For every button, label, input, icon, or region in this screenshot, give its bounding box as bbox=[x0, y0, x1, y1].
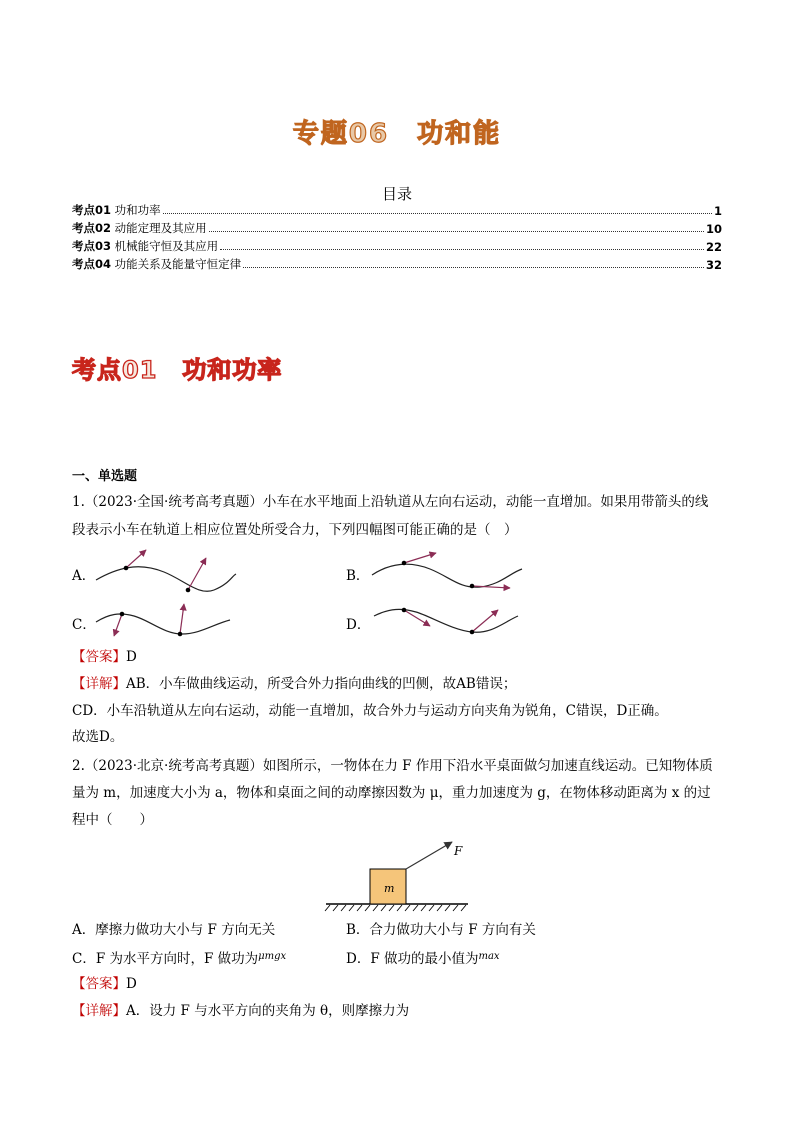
q1-stem-line1: 1.（2023·全国·统考高考真题）小车在水平地面上沿轨道从左向右运动，动能一直增加。如果用带箭头的线 bbox=[72, 494, 709, 510]
toc-item-num: 考点02 bbox=[72, 221, 112, 235]
toc-leader bbox=[163, 213, 712, 214]
toc-item-label: 功和功率 bbox=[114, 203, 161, 217]
answer-tag: 【答案】 bbox=[72, 976, 126, 992]
toc-item-label: 功能关系及能量守恒定律 bbox=[114, 257, 242, 271]
toc-item-page: 32 bbox=[705, 258, 722, 272]
q2-stem-line3: 程中（ ） bbox=[72, 812, 153, 828]
q1-figure-b bbox=[370, 547, 525, 595]
q1-detail-line3: 故选D。 bbox=[72, 729, 124, 745]
q2-option-d-expr: max bbox=[478, 951, 500, 962]
toc-item-num: 考点04 bbox=[72, 257, 112, 271]
block-mass-label: m bbox=[384, 882, 395, 895]
toc-item[interactable] bbox=[72, 238, 722, 254]
toc-item-page: 10 bbox=[705, 222, 722, 236]
detail-tag: 【详解】 bbox=[72, 676, 126, 692]
answer-value: D bbox=[126, 649, 137, 665]
q2-detail-line1 bbox=[72, 1000, 409, 1022]
answer-tag: 【答案】 bbox=[72, 649, 126, 665]
toc-leader bbox=[209, 231, 704, 232]
q1-option-c-label: C． bbox=[72, 617, 96, 633]
toc-item-num: 考点03 bbox=[72, 239, 112, 253]
toc-item[interactable] bbox=[72, 202, 722, 218]
subsection-heading: 一、单选题 bbox=[72, 469, 138, 484]
q2-option-b: B．合力做功大小与 F 方向有关 bbox=[346, 922, 536, 938]
q2-stem-line2: 量为 m，加速度大小为 a，物体和桌面之间的动摩擦因数为 μ，重力加速度为 g，在物体移动距离为 x 的过 bbox=[72, 785, 711, 801]
toc-leader bbox=[243, 267, 704, 268]
section-heading: 考点01 功和功率 bbox=[72, 356, 283, 384]
q1-detail-line1 bbox=[72, 673, 516, 695]
detail-text: A．设力 F 与水平方向的夹角为 θ，则摩擦力为 bbox=[126, 1003, 410, 1019]
detail-tag: 【详解】 bbox=[72, 1003, 126, 1019]
toc-item-page: 22 bbox=[705, 240, 722, 254]
q1-figure-a bbox=[94, 546, 239, 600]
q2-option-d-text: D．F 做功的最小值为 bbox=[346, 951, 479, 967]
force-label: F bbox=[454, 844, 463, 858]
q2-answer-line bbox=[72, 973, 137, 995]
q2-stem-line1: 2.（2023·北京·统考高考真题）如图所示，一物体在力 F 作用下沿水平桌面做匀加速直线运动。已知物体质 bbox=[72, 758, 713, 774]
q1-option-b-label: B． bbox=[346, 568, 370, 584]
q2-figure bbox=[322, 836, 472, 914]
answer-value: D bbox=[126, 976, 137, 992]
toc-item[interactable] bbox=[72, 256, 722, 272]
q1-detail-line2: CD．小车沿轨道从左向右运动，动能一直增加，故合外力与运动方向夹角为锐角，C错误，D正确。 bbox=[72, 703, 668, 719]
q1-figure-c bbox=[94, 600, 234, 642]
toc-item-num: 考点01 bbox=[72, 203, 112, 217]
q1-stem-line2: 段表示小车在轨道上相应位置处所受合力，下列四幅图可能正确的是（ ） bbox=[72, 522, 518, 538]
q2-option-a: A．摩擦力做功大小与 F 方向无关 bbox=[72, 922, 276, 938]
toc-leader bbox=[220, 249, 704, 250]
toc-item-page: 1 bbox=[713, 204, 722, 218]
toc-heading: 目录 bbox=[381, 185, 412, 203]
toc-item-label: 动能定理及其应用 bbox=[114, 221, 207, 235]
q2-option-c-text: C．F 为水平方向时，F 做功为 bbox=[72, 951, 259, 967]
detail-text: AB．小车做曲线运动，所受合外力指向曲线的凹侧，故AB错误； bbox=[126, 676, 517, 692]
q1-option-d-label: D． bbox=[346, 617, 371, 633]
toc-item[interactable] bbox=[72, 220, 722, 236]
q1-figure-d bbox=[372, 600, 522, 642]
document-title: 专题06 功和能 bbox=[292, 119, 502, 149]
q1-answer-line bbox=[72, 646, 137, 668]
q2-option-d bbox=[346, 946, 500, 970]
toc-item-label: 机械能守恒及其应用 bbox=[114, 239, 219, 253]
q1-option-a-label: A． bbox=[72, 568, 96, 584]
q2-option-c bbox=[72, 946, 286, 970]
q2-option-c-expr: μmgx bbox=[258, 951, 287, 962]
